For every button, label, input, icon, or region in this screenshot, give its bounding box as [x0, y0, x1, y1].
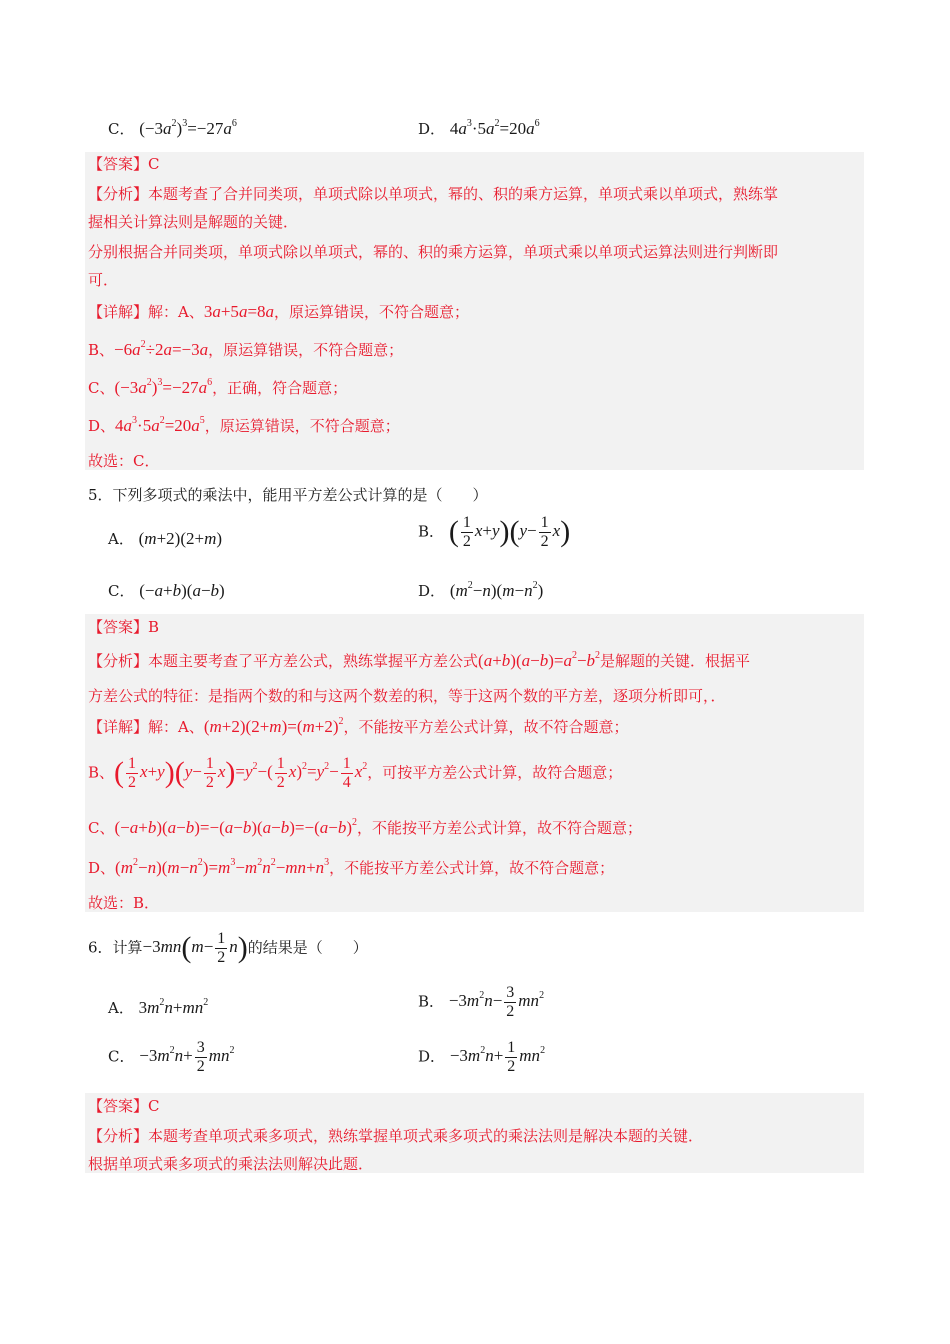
q4-option-d-expr: $4a^3\cdot 5a^2=20a^6$ — [449, 118, 540, 138]
q5-option-a — [108, 528, 222, 549]
q4-analysis-line-3: 分别根据合并同类项，单项式除以单项式，幂的、积的乘方运算，单项式乘以单项式运算法则进行判断即 — [88, 243, 779, 261]
q6-option-b — [418, 984, 544, 1021]
q4-detail-a-tail: ，原运算错误，不符合题意； — [274, 303, 470, 321]
q4-detail-prefix: 【详解】解：A、 — [88, 303, 204, 321]
q4-detail-c — [88, 378, 347, 398]
q6-option-a-expr: $3m^2n+mn^2$ — [138, 997, 209, 1017]
q5-detail-c-tail: ，不能按平方差公式计算，故不符合题意； — [357, 819, 643, 837]
q4-option-c — [108, 118, 237, 139]
q5-detail-c-expr: $(-a+b)(a-b)=-(a-b)(a-b)=-(a-b)^2$ — [114, 817, 358, 837]
q6-option-d-expr: $-3m^2n+$ $\frac{1}{2}$ $mn^2$ — [449, 1039, 546, 1075]
q4-detail-d-expr: $4a^3\cdot 5a^2=20a^5$ — [115, 415, 205, 435]
q4-option-c-expr: $(-3a^2)^3=-27a^6$ — [139, 118, 237, 138]
q5-detail-b-expr: ( $\frac{1}{2}$ x+y)(y− $\frac{1}{2}$ $x)=y^2-$( $\frac{1}{2}$ $x)^2=y^2-$ $\frac{1}{4}$ $x^2$ — [114, 755, 368, 791]
q4-detail-b-tail: ，原运算错误，不符合题意； — [208, 341, 404, 359]
q4-analysis-line-2: 握相关计算法则是解题的关键． — [88, 213, 299, 231]
q4-detail-d — [88, 416, 400, 436]
q4-detail-a — [88, 302, 469, 322]
q6-stem — [88, 930, 368, 967]
q4-option-d-label: D． — [418, 120, 446, 138]
q5-detail-d — [88, 858, 614, 878]
q4-option-c-label: C． — [108, 120, 135, 138]
q4-detail-d-prefix: D、 — [88, 417, 116, 435]
q4-answer: 【答案】C — [88, 155, 160, 173]
q6-analysis-line-1: 【分析】本题考查单项式乘多项式，熟练掌握单项式乘多项式的乘法法则是解决本题的关键． — [88, 1127, 704, 1145]
q6-option-c — [108, 1039, 235, 1076]
q5-analysis-1a: 【分析】本题主要考查了平方差公式，熟练掌握平方差公式 — [88, 652, 479, 670]
q4-option-d — [418, 118, 540, 139]
q4-detail-a-expr: 3a+5a=8a — [203, 302, 275, 321]
q5-option-d — [418, 580, 543, 601]
q4-detail-c-prefix: C、 — [88, 379, 115, 397]
q5-detail-prefix: 【详解】解：A、 — [88, 718, 204, 736]
q5-analysis-line-2: 方差公式的特征：是指两个数的和与这两个数差的积，等于这两个数的平方差，逐项分析即可，． — [88, 687, 726, 705]
q5-stem: 5．下列多项式的乘法中，能用平方差公式计算的是（ ） — [88, 486, 488, 504]
q4-detail-d-tail: ，原运算错误，不符合题意； — [204, 417, 400, 435]
q4-detail-c-expr: $(-3a^2)^3=-27a^6$ — [114, 377, 213, 397]
q5-detail-a — [88, 717, 629, 737]
q5-option-a-label: A． — [108, 530, 134, 548]
q6-option-a-label: A． — [108, 999, 134, 1017]
q4-analysis-line-1: 【分析】本题考查了合并同类项，单项式除以单项式，幂的、积的乘方运算，单项式乘以单项式，熟练掌 — [88, 185, 779, 203]
q6-stem-prefix: 6．计算 — [88, 938, 143, 957]
q5-detail-c-prefix: C、 — [88, 819, 115, 837]
q5-option-d-label: D． — [418, 582, 446, 600]
q5-option-a-expr: (m+2)(2+m) — [138, 529, 223, 548]
q6-option-d-label: D． — [418, 1047, 446, 1066]
q5-choice: 故选：B． — [88, 894, 160, 912]
q5-detail-a-expr: $(m+2)(2+m)=(m+2)^2$ — [203, 716, 344, 736]
q4-analysis-line-4: 可． — [88, 271, 119, 289]
q6-option-b-label: B． — [418, 992, 445, 1011]
q6-option-b-expr: $-3m^2n-$ $\frac{3}{2}$ $mn^2$ — [448, 984, 545, 1020]
q5-option-d-expr: $(m^2-n)(m-n^2)$ — [449, 580, 544, 600]
q4-detail-b-prefix: B、 — [88, 341, 115, 359]
q5-detail-a-tail: ，不能按平方差公式计算，故不符合题意； — [343, 718, 629, 736]
q5-option-c-label: C． — [108, 582, 135, 600]
q6-stem-suffix: 的结果是（ ） — [247, 938, 368, 957]
q5-detail-d-prefix: D、 — [88, 859, 116, 877]
q6-option-c-label: C． — [108, 1047, 135, 1066]
q5-detail-b-prefix: B、 — [88, 763, 115, 782]
q5-answer: 【答案】B — [88, 618, 160, 636]
q5-analysis-line-1 — [88, 651, 750, 671]
q5-analysis-formula: $(a+b)(a-b)=a^2-b^2$ — [478, 650, 601, 670]
q4-detail-b-expr: $-6a^2\div 2a=-3a$ — [114, 339, 209, 359]
q5-detail-d-expr: $(m^2-n)(m-n^2)=m^3-m^2n^2-mn+n^3$ — [115, 857, 330, 877]
q5-option-b-expr: ( $\frac{1}{2}$ x+y)(y− $\frac{1}{2}$ x) — [448, 514, 571, 550]
q6-answer: 【答案】C — [88, 1097, 160, 1115]
q4-detail-b — [88, 340, 403, 360]
q5-option-b-label: B． — [418, 522, 445, 541]
q5-option-c-expr: (−a+b)(a−b) — [139, 581, 225, 600]
q5-detail-c — [88, 818, 642, 838]
q5-detail-b — [88, 755, 622, 792]
q6-analysis-line-2: 根据单项式乘多项式的乘法法则解决此题． — [88, 1155, 374, 1173]
q6-option-d — [418, 1039, 545, 1076]
q5-option-c — [108, 580, 225, 601]
q6-option-a — [108, 997, 208, 1018]
q4-choice: 故选：C． — [88, 452, 160, 470]
q5-analysis-1b: 是解题的关键．根据平 — [600, 652, 751, 670]
q4-detail-c-tail: ，正确，符合题意； — [212, 379, 348, 397]
q5-option-b — [418, 514, 570, 551]
q6-stem-expr: −3mn(m− $\frac{1}{2}$ n) — [142, 930, 248, 966]
q5-detail-d-tail: ，不能按平方差公式计算，故不符合题意； — [329, 859, 615, 877]
q6-option-c-expr: $-3m^2n+$ $\frac{3}{2}$ $mn^2$ — [139, 1039, 235, 1075]
q5-detail-b-tail: ，可按平方差公式计算，故符合题意； — [367, 763, 623, 782]
